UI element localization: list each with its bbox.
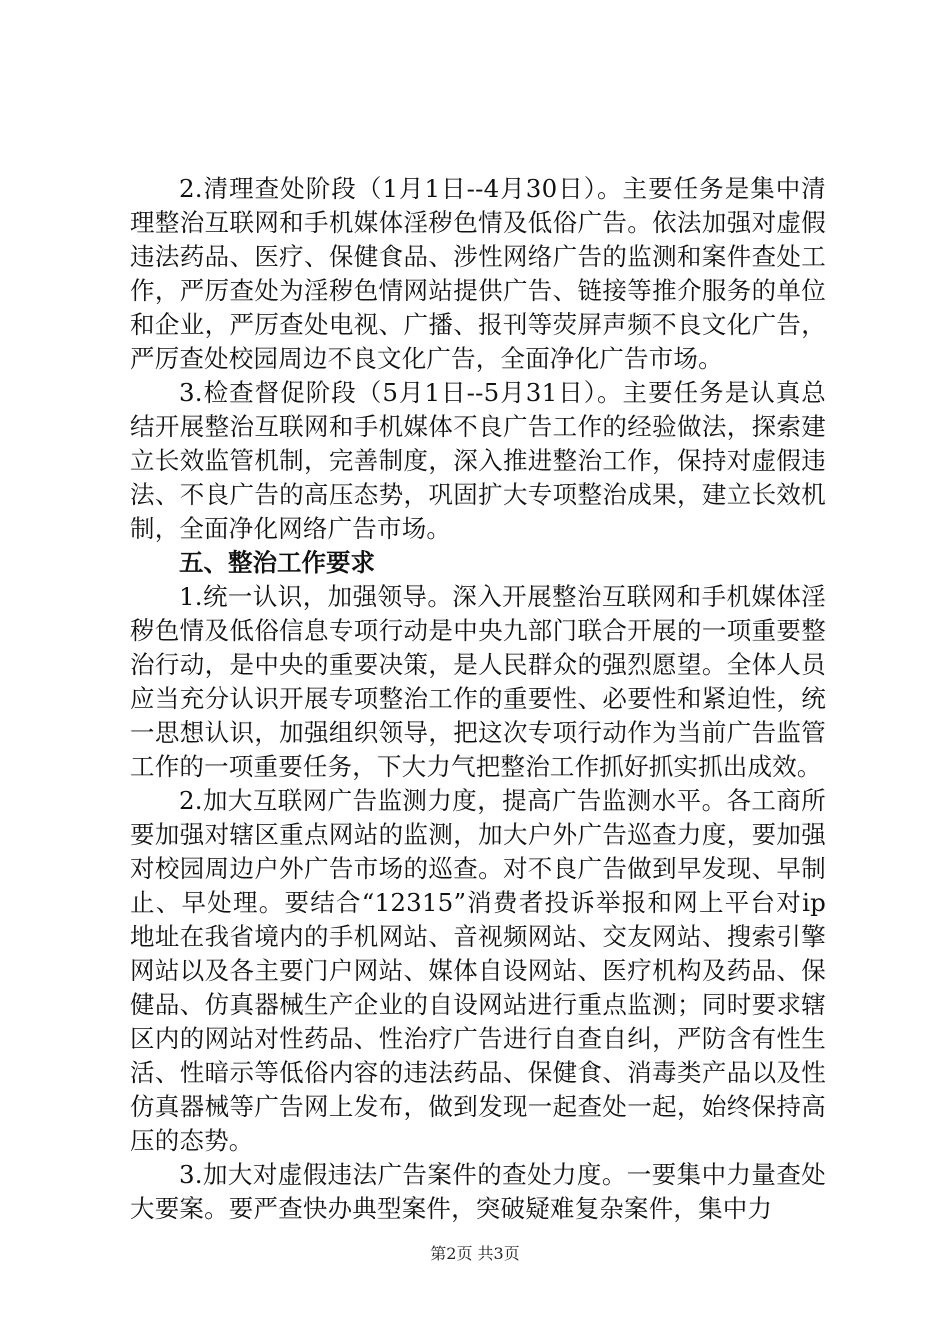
paragraph-monitoring: 2.加大互联网广告监测力度，提高广告监测水平。各工商所要加强对辖区重点网站的监测，加大户外广告巡查力度，要加强对校园周边户外广告市场的巡查。对不良广告做到早发现、早制止、早处理。要结合“12315”消费者投诉举报和网上平台对ip地址在我省境内的手机网站、音视频网站、交友网站、搜索引擎网站以及各主要门户网站、媒体自设网站、医疗机构及药品、保健品、仿真器械生产企业的自设网站进行重点监测；同时要求辖区内的网站对性药品、性治疗广告进行自查自纠，严防含有性生活、性暗示等低俗内容的违法药品、保健食、消毒类产品以及性仿真器械等广告网上发布，做到发现一起查处一起，始终保持高压的态势。: [130, 786, 826, 1155]
paragraph-case-investigation: 3.加大对虚假违法广告案件的查处力度。一要集中力量查处大要案。要严查快办典型案件，突破疑难复杂案件，集中力: [130, 1160, 826, 1223]
section-heading: 五、整治工作要求: [179, 548, 375, 577]
paragraph-unify-understanding: 1.统一认识，加强领导。深入开展整治互联网和手机媒体淫秽色情及低俗信息专项行动是中央九部门联合开展的一项重要整治行动，是中央的重要决策，是人民群众的强烈愿望。全体人员应当充分认识开展专项整治工作的重要性、必要性和紧迫性，统一思想认识，加强组织领导，把这次专项行动作为当前广告监管工作的一项重要任务，下大力气把整治工作抓好抓实抓出成效。: [130, 582, 826, 781]
paragraph-cleanup-stage: 2.清理查处阶段（1月1日--4月30日）。主要任务是集中清理整治互联网和手机媒体淫秽色情及低俗广告。依法加强对虚假违法药品、医疗、保健食品、涉性网络广告的监测和案件查处工作，严厉查处为淫秽色情网站提供广告、链接等推介服务的单位和企业，严厉查处电视、广播、报刊等荧屏声频不良文化广告，严厉查处校园周边不良文化广告，全面净化广告市场。: [130, 174, 826, 373]
paragraph-inspection-stage: 3.检查督促阶段（5月1日--5月31日）。主要任务是认真总结开展整治互联网和手机媒体不良广告工作的经验做法，探索建立长效监管机制，完善制度，深入推进整治工作，保持对虚假违法、不良广告的高压态势，巩固扩大专项整治成果，建立长效机制，全面净化网络广告市场。: [130, 378, 826, 543]
page-footer: 第2页 共3页: [430, 1244, 520, 1263]
document-body: [130, 172, 826, 1226]
